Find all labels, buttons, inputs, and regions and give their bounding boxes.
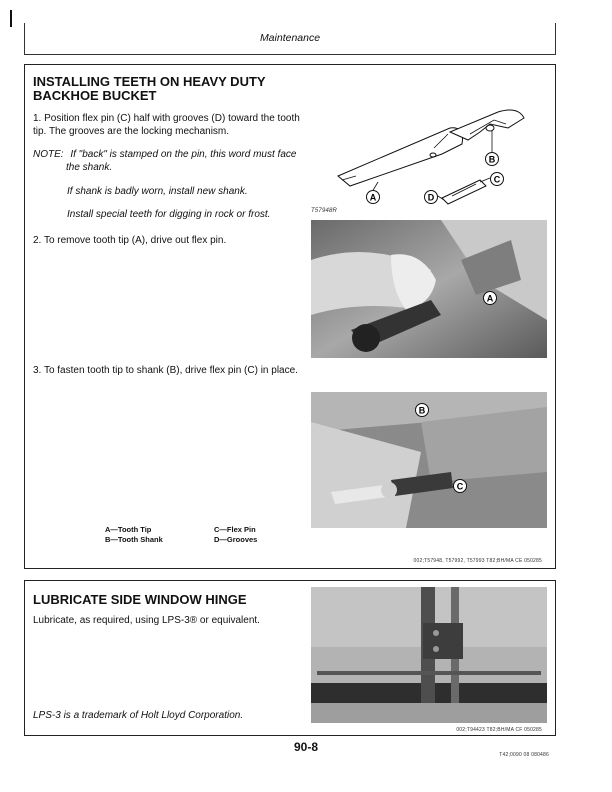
legend-d: D—Grooves	[214, 535, 258, 544]
section1-title-line1: INSTALLING TEETH ON HEAVY DUTY	[33, 74, 266, 89]
tooth-drawing	[330, 104, 555, 219]
note-line2: the shank.	[66, 162, 113, 173]
step-3: 3. To fasten tooth tip to shank (B), drive flex pin (C) in place.	[33, 365, 298, 376]
svg-text:C: C	[456, 481, 464, 492]
legend-c: C—Flex Pin	[214, 525, 256, 534]
callout-a	[367, 191, 380, 204]
svg-text:A: A	[486, 293, 494, 304]
page-header-title: Maintenance	[259, 32, 321, 44]
callout-b-photo	[414, 402, 430, 418]
header-rule	[24, 54, 556, 55]
svg-text:B: B	[488, 154, 496, 165]
drawing-code: T57948R	[311, 208, 338, 214]
legend-b: B—Tooth Shank	[105, 535, 163, 544]
legend-right	[214, 525, 257, 545]
section1-title-line2: BACKHOE BUCKET	[33, 88, 157, 103]
legend-left	[105, 525, 163, 545]
section1-heading	[33, 75, 313, 103]
photo-fasten-tooth	[311, 392, 547, 528]
section2-footer-code: 002;T94423 T82;BH/MA CF 050285	[456, 727, 542, 733]
photo-remove-tooth	[311, 220, 547, 358]
note-label: NOTE:	[33, 149, 64, 160]
step1-line2: tip. The grooves are the locking mechanism.	[33, 126, 230, 137]
legend-a: A—Tooth Tip	[105, 525, 152, 534]
svg-text:B: B	[418, 405, 426, 416]
svg-text:C: C	[493, 174, 501, 185]
callout-c	[491, 173, 504, 186]
section2-body: Lubricate, as required, using LPS-3® or equivalent.	[33, 615, 260, 626]
note-worn-shank: If shank is badly worn, install new shank.	[67, 186, 248, 197]
photo-remove-tooth-image	[311, 220, 547, 358]
page-number: 90-8	[293, 740, 319, 754]
section2-title: LUBRICATE SIDE WINDOW HINGE	[33, 592, 247, 607]
page-footer-code: T42;0090 08 080486	[499, 752, 549, 758]
callout-c-photo	[452, 478, 468, 494]
note-line1: If "back" is stamped on the pin, this word must face	[70, 149, 297, 160]
section2-heading	[33, 593, 247, 607]
callout-a-photo	[482, 290, 498, 306]
step-2: 2. To remove tooth tip (A), drive out flex pin.	[33, 235, 227, 246]
svg-text:A: A	[369, 192, 377, 203]
change-bar	[10, 10, 12, 27]
note-special-teeth: Install special teeth for digging in rock or frost.	[67, 209, 271, 220]
photo-window-hinge	[311, 587, 547, 723]
step1-line1: 1. Position flex pin (C) half with grooves (D) toward the tooth	[33, 113, 300, 124]
trademark-note: LPS-3 is a trademark of Holt Lloyd Corporation.	[33, 710, 244, 721]
photo-window-hinge-image	[311, 587, 547, 723]
svg-text:D: D	[427, 192, 435, 203]
note-block	[33, 148, 313, 174]
callout-d	[425, 191, 438, 204]
callout-b	[486, 153, 499, 166]
step-1	[33, 112, 308, 138]
section1-footer-code: 002;T57948, T57992, T57993 T82;BH/MA CE 050285	[413, 558, 542, 564]
